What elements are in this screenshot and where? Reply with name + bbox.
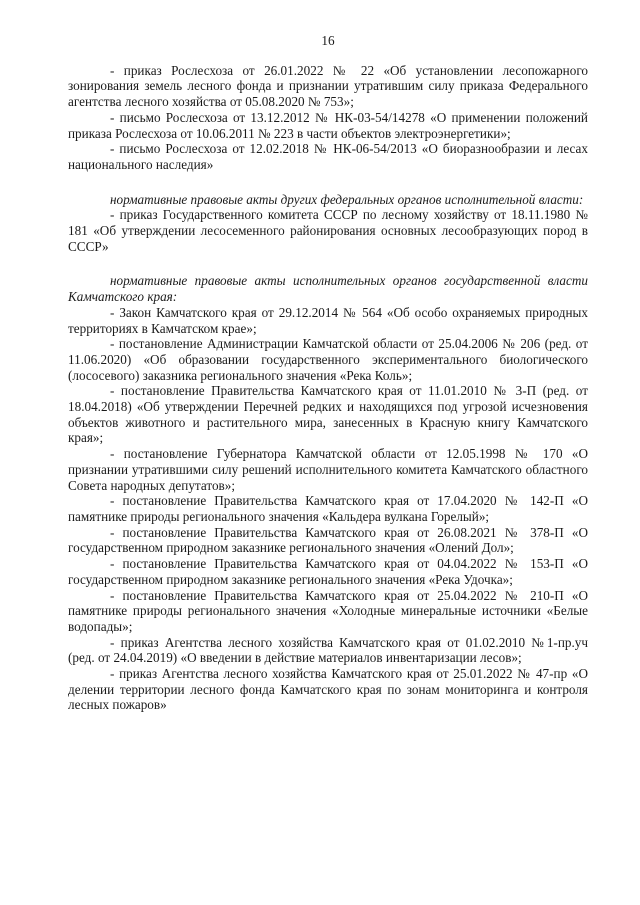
list-item: - постановление Правительства Камчатского края от 04.04.2022 № 153-П «О государственном природном заказнике регионального значения «Река Удочка»; — [68, 556, 588, 587]
list-item: - приказ Рослесхоза от 26.01.2022 № 22 «Об установлении лесопожарного зонирования земель лесного фонда и признании утратившим силу приказа Федерального агентства лесного хозяйства от 05.08.2020 № 753»; — [68, 62, 588, 110]
page-number: 16 — [321, 33, 335, 48]
section-regional-acts — [68, 273, 588, 713]
list-item: - приказ Агентства лесного хозяйства Камчатского края от 01.02.2010 №1-пр.уч (ред. от 24.04.2019) «О введении в действие материалов инвентаризации лесов»; — [68, 634, 588, 666]
list-item: - Закон Камчатского края от 29.12.2014 № 564 «Об особо охраняемых природных территориях в Камчатском крае»; — [68, 304, 588, 336]
list-item: - приказ Агентства лесного хозяйства Камчатского края от 25.01.2022 № 47-пр «О делении территории лесного фонда Камчатского края по зонам мониторинга и контроля лесных пожаров» — [68, 666, 588, 713]
list-item: - постановление Губернатора Камчатской области от 12.05.1998 № 170 «О признании утратившими силу решений исполнительного комитета Камчатского областного Совета народных депутатов»; — [68, 446, 588, 493]
list-item: - постановление Администрации Камчатской области от 25.04.2006 № 206 (ред. от 11.06.2020) «Об образовании государственного экспериментального биологического (лососевого) заказника регионального значения «Река Коль»; — [68, 336, 588, 383]
list-item: - приказ Государственного комитета СССР по лесному хозяйству от 18.11.1980 № 181 «Об утверждении лесосеменного районирования основных лесообразующих пород в СССР» — [68, 207, 588, 254]
list-item: - письмо Рослесхоза от 13.12.2012 № НК-03-54/14278 «О применении положений приказа Рослесхоза от 10.06.2011 № 223 в части объектов электроэнергетики»; — [68, 109, 588, 141]
section-heading: нормативные правовые акты других федеральных органов исполнительной власти: — [110, 191, 584, 207]
section-federal-acts — [68, 192, 588, 255]
list-item: - постановление Правительства Камчатского края от 25.04.2022 № 210-П «О памятнике природы регионального значения «Холодные минеральные источники «Белые водопады»; — [68, 587, 588, 634]
list-item: - постановление Правительства Камчатского края от 17.04.2020 № 142-П «О памятнике природы регионального значения «Кальдера вулкана Горелый»; — [68, 493, 588, 524]
list-item: - постановление Правительства Камчатского края от 26.08.2021 № 378-П «О государственном природном заказнике регионального значения «Олений Дол»; — [68, 524, 588, 556]
list-item: - письмо Рослесхоза от 12.02.2018 № НК-06-54/2013 «О биоразнообразии и лесах национального наследия» — [68, 141, 588, 172]
list-item: - постановление Правительства Камчатского края от 11.01.2010 № 3-П (ред. от 18.04.2018) «Об утверждении Перечней редких и находящихся под угрозой исчезновения объектов животного и растительного мира, занесенных в Красную книгу Камчатского края»; — [68, 383, 588, 446]
section-rosleshoz-acts — [68, 63, 588, 173]
section-heading: нормативные правовые акты исполнительных органов государственной власти Камчатского края: — [68, 273, 588, 305]
